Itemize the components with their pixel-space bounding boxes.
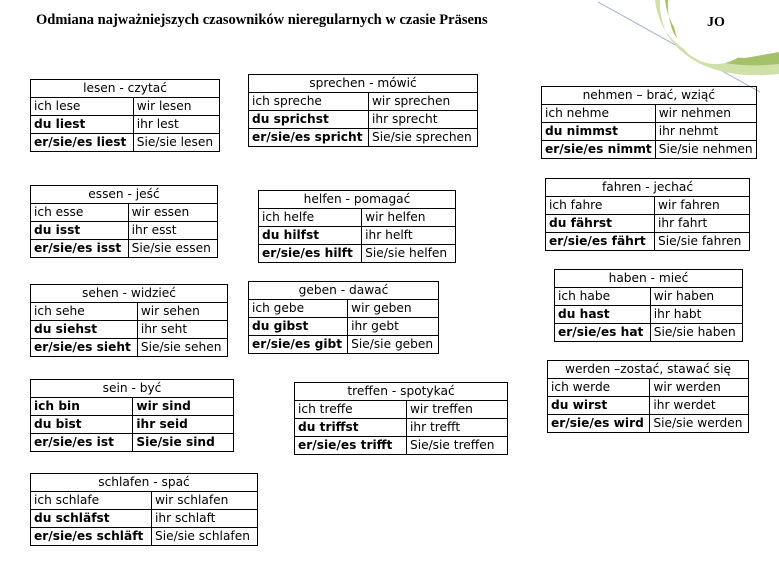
conj-er-sie-es: er/sie/es hilft — [259, 245, 362, 263]
conj-ihr: ihr trefft — [406, 419, 507, 437]
verb-table-treffen — [294, 382, 508, 455]
verb-table-fahren — [545, 178, 750, 251]
conj-er-sie-es: er/sie/es ist — [31, 434, 133, 452]
conj-er-sie-es: er/sie/es hat — [555, 324, 651, 342]
conj-er-sie-es: er/sie/es gibt — [249, 336, 348, 354]
verb-table-essen — [30, 185, 218, 258]
conj-du: du gibst — [249, 318, 348, 336]
conj-sie: Sie/sie treffen — [406, 437, 507, 455]
conj-du: du fährst — [546, 215, 655, 233]
conj-ihr: ihr gebt — [348, 318, 439, 336]
conj-sie: Sie/sie lesen — [133, 134, 219, 152]
conj-ich: ich gebe — [249, 300, 348, 318]
conj-wir: wir sehen — [137, 303, 227, 321]
conj-sie: Sie/sie fahren — [655, 233, 750, 251]
verb-table-sein — [30, 379, 234, 452]
verb-header: fahren - jechać — [546, 179, 750, 197]
conj-du: du wirst — [548, 397, 650, 415]
verb-header: sein - być — [31, 380, 234, 398]
conj-er-sie-es: er/sie/es spricht — [249, 129, 369, 147]
conj-sie: Sie/sie sprechen — [368, 129, 477, 147]
verb-table-helfen — [258, 190, 456, 263]
conj-wir: wir essen — [128, 204, 217, 222]
conj-sie: Sie/sie sehen — [137, 339, 227, 357]
verb-table-haben — [554, 269, 743, 342]
conj-du: du triffst — [295, 419, 407, 437]
conj-ich: ich treffe — [295, 401, 407, 419]
conj-ihr: ihr esst — [128, 222, 217, 240]
conj-ich: ich esse — [31, 204, 129, 222]
conj-du: du sprichst — [249, 111, 369, 129]
conj-sie: Sie/sie geben — [348, 336, 439, 354]
conj-du: du hilfst — [259, 227, 362, 245]
conj-wir: wir sprechen — [368, 93, 477, 111]
conj-sie: Sie/sie sind — [133, 434, 234, 452]
conj-er-sie-es: er/sie/es sieht — [31, 339, 138, 357]
conj-ich: ich fahre — [546, 197, 655, 215]
conj-ich: ich habe — [555, 288, 651, 306]
conj-du: du liest — [31, 116, 134, 134]
verb-header: werden –zostać, stawać się — [548, 361, 749, 379]
conj-ihr: ihr sprecht — [368, 111, 477, 129]
conj-wir: wir lesen — [133, 98, 219, 116]
conj-ich: ich sehe — [31, 303, 138, 321]
conj-ihr: ihr nehmt — [655, 123, 756, 141]
conj-er-sie-es: er/sie/es isst — [31, 240, 129, 258]
conj-wir: wir treffen — [406, 401, 507, 419]
conj-du: du isst — [31, 222, 129, 240]
conj-er-sie-es: er/sie/es fährt — [546, 233, 655, 251]
conj-du: du siehst — [31, 321, 138, 339]
conj-sie: Sie/sie essen — [128, 240, 217, 258]
conj-ich: ich schlafe — [31, 492, 152, 510]
conj-sie: Sie/sie schlafen — [151, 528, 257, 546]
conj-ihr: ihr werdet — [650, 397, 749, 415]
verb-table-geben — [248, 281, 439, 354]
conj-wir: wir haben — [650, 288, 742, 306]
conj-ihr: ihr habt — [650, 306, 742, 324]
conj-ihr: ihr schlaft — [151, 510, 257, 528]
conj-ihr: ihr seht — [137, 321, 227, 339]
verb-table-sprechen — [248, 74, 478, 147]
conj-ich: ich spreche — [249, 93, 369, 111]
conj-wir: wir fahren — [655, 197, 750, 215]
conj-er-sie-es: er/sie/es wird — [548, 415, 650, 433]
conj-er-sie-es: er/sie/es nimmt — [542, 141, 656, 159]
verb-header: sehen - widzieć — [31, 285, 228, 303]
conj-sie: Sie/sie haben — [650, 324, 742, 342]
conj-er-sie-es: er/sie/es trifft — [295, 437, 407, 455]
verb-header: schlafen - spać — [31, 474, 258, 492]
verb-table-lesen — [30, 79, 220, 152]
conj-ihr: ihr lest — [133, 116, 219, 134]
verb-table-schlafen — [30, 473, 258, 546]
verb-header: sprechen - mówić — [249, 75, 478, 93]
conj-ich: ich helfe — [259, 209, 362, 227]
conj-er-sie-es: er/sie/es liest — [31, 134, 134, 152]
conj-wir: wir schlafen — [151, 492, 257, 510]
verb-table-nehmen — [541, 86, 757, 159]
conj-ich: ich bin — [31, 398, 133, 416]
conj-sie: Sie/sie werden — [650, 415, 749, 433]
conj-sie: Sie/sie nehmen — [655, 141, 756, 159]
conj-er-sie-es: er/sie/es schläft — [31, 528, 152, 546]
verb-header: helfen - pomagać — [259, 191, 456, 209]
verb-header: haben - mieć — [555, 270, 743, 288]
conj-du: du hast — [555, 306, 651, 324]
conj-wir: wir nehmen — [655, 105, 756, 123]
conj-wir: wir helfen — [362, 209, 456, 227]
conj-ihr: ihr seid — [133, 416, 234, 434]
conj-ihr: ihr fahrt — [655, 215, 750, 233]
author-badge: JO — [707, 15, 725, 30]
conj-du: du bist — [31, 416, 133, 434]
conj-ihr: ihr helft — [362, 227, 456, 245]
conj-wir: wir geben — [348, 300, 439, 318]
conj-wir: wir werden — [650, 379, 749, 397]
conj-ich: ich nehme — [542, 105, 656, 123]
conj-ich: ich lese — [31, 98, 134, 116]
conj-sie: Sie/sie helfen — [362, 245, 456, 263]
verb-header: essen - jeść — [31, 186, 218, 204]
conj-du: du nimmst — [542, 123, 656, 141]
verb-header: treffen - spotykać — [295, 383, 508, 401]
verb-table-sehen — [30, 284, 228, 357]
conj-wir: wir sind — [133, 398, 234, 416]
verb-header: lesen - czytać — [31, 80, 220, 98]
verb-table-werden — [547, 360, 749, 433]
verb-header: geben - dawać — [249, 282, 439, 300]
page-title: Odmiana najważniejszych czasowników nieregularnych w czasie Präsens — [36, 12, 488, 28]
conj-ich: ich werde — [548, 379, 650, 397]
verb-header: nehmen – brać, wziąć — [542, 87, 757, 105]
conj-du: du schläfst — [31, 510, 152, 528]
